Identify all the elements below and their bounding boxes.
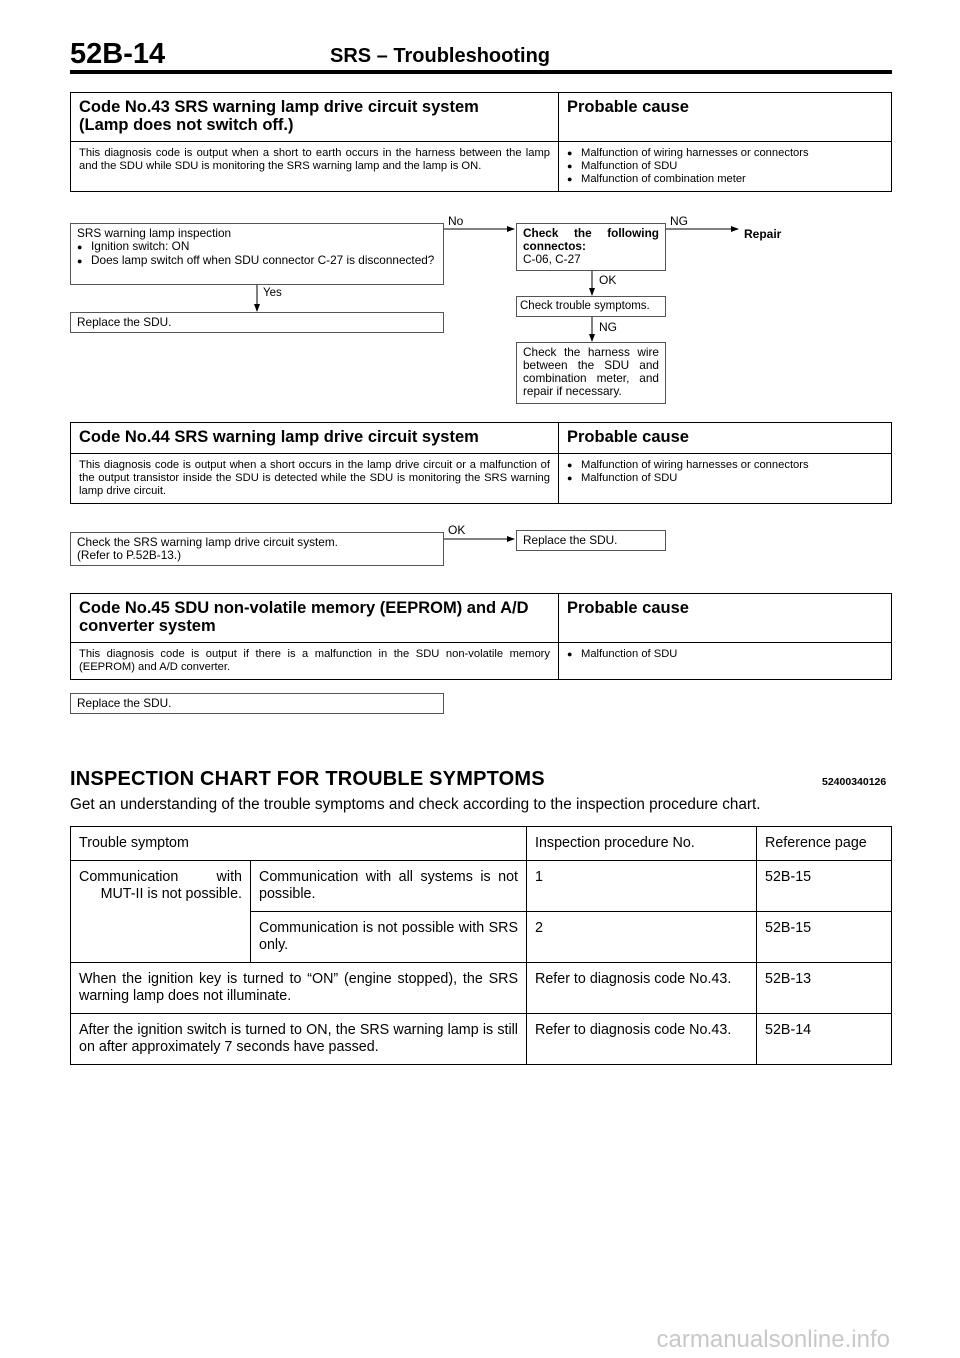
table-cell: Refer to diagnosis code No.43. bbox=[527, 963, 757, 1014]
cause-item: ● Malfunction of SDU bbox=[567, 648, 883, 661]
code-44-title: Code No.44 SRS warning lamp drive circuit system bbox=[71, 423, 559, 454]
replace-sdu-box-44: Replace the SDU. bbox=[516, 530, 666, 551]
lamp-inspection-box: SRS warning lamp inspection ● Ignition switch: ON ● Does lamp switch off when SDU connector C-27 is disconnected? bbox=[70, 223, 444, 285]
table-cell: 52B-15 bbox=[757, 861, 892, 912]
table-cell: When the ignition key is turned to “ON” (engine stopped), the SRS warning lamp does not illuminate. bbox=[71, 963, 527, 1014]
code-43-description: This diagnosis code is output when a short to earth occurs in the harness between the lamp and the SDU while SDU is monitoring the SRS warning lamp and the lamp is ON. bbox=[71, 142, 559, 192]
table-cell: Communication with all systems is not possible. bbox=[251, 861, 527, 912]
watermark: carmanualsonline.info bbox=[656, 1326, 890, 1353]
inspection-item: ● Ignition switch: ON bbox=[77, 240, 437, 254]
table-header: Trouble symptom bbox=[71, 827, 527, 861]
cause-item: ● Malfunction of wiring harnesses or connectors bbox=[567, 147, 883, 160]
table-cell: 52B-15 bbox=[757, 912, 892, 963]
table-cell: 52B-13 bbox=[757, 963, 892, 1014]
section-code: 52400340126 bbox=[822, 776, 887, 788]
mut-symptom-cell: Communication with MUT-II is not possible. bbox=[71, 861, 251, 963]
section-description: Get an understanding of the trouble symptoms and check according to the inspection procedure chart. bbox=[70, 796, 761, 813]
ok-label-44: OK bbox=[448, 523, 466, 537]
harness-check-box: Check the harness wire between the SDU and combination meter, and repair if necessary. bbox=[516, 342, 666, 404]
yes-label: Yes bbox=[263, 287, 282, 299]
check-drive-circuit-box: Check the SRS warning lamp drive circuit system. (Refer to P.52B-13.) bbox=[70, 532, 444, 566]
code-44-table bbox=[70, 422, 892, 504]
trouble-symptom-table bbox=[70, 826, 892, 1065]
table-row bbox=[71, 1014, 892, 1065]
code-44-cause-header: Probable cause bbox=[559, 423, 892, 454]
section-title: INSPECTION CHART FOR TROUBLE SYMPTOMS bbox=[70, 768, 545, 790]
code-45-table bbox=[70, 593, 892, 680]
no-label: No bbox=[448, 214, 464, 228]
page-number: 52B-14 bbox=[70, 38, 166, 70]
table-cell: After the ignition switch is turned to ON, the SRS warning lamp is still on after approximately 7 seconds have passed. bbox=[71, 1014, 527, 1065]
cause-item: ● Malfunction of combination meter bbox=[567, 173, 883, 186]
repair-label: Repair bbox=[744, 227, 782, 241]
code-45-cause-header: Probable cause bbox=[559, 594, 892, 643]
cause-item: ● Malfunction of wiring harnesses or connectors bbox=[567, 459, 883, 472]
table-cell: 52B-14 bbox=[757, 1014, 892, 1065]
inspection-item: ● Does lamp switch off when SDU connector C-27 is disconnected? bbox=[77, 254, 437, 268]
check-symptoms-box: Check trouble symptoms. bbox=[516, 296, 666, 317]
table-header: Inspection procedure No. bbox=[527, 827, 757, 861]
code-43-title: Code No.43 SRS warning lamp drive circuit system (Lamp does not switch off.) bbox=[71, 93, 559, 142]
table-cell: Communication is not possible with SRS only. bbox=[251, 912, 527, 963]
page-title: SRS – Troubleshooting bbox=[330, 45, 551, 67]
replace-sdu-box-45: Replace the SDU. bbox=[70, 693, 444, 714]
table-cell: 1 bbox=[527, 861, 757, 912]
table-row bbox=[71, 963, 892, 1014]
table-cell: Refer to diagnosis code No.43. bbox=[527, 1014, 757, 1065]
table-header: Reference page bbox=[757, 827, 892, 861]
ok-label: OK bbox=[599, 273, 617, 287]
code-45-title: Code No.45 SDU non-volatile memory (EEPROM) and A/D converter system bbox=[71, 594, 559, 643]
check-connectors-box: Check the following connectos: C-06, C-27 bbox=[516, 223, 666, 271]
code-44-causes bbox=[559, 454, 892, 504]
ng-label-2: NG bbox=[599, 320, 617, 334]
code-43-cause-header: Probable cause bbox=[559, 93, 892, 142]
cause-item: ● Malfunction of SDU bbox=[567, 472, 883, 485]
code-45-causes bbox=[559, 643, 892, 680]
cause-item: ● Malfunction of SDU bbox=[567, 160, 883, 173]
code-45-description: This diagnosis code is output if there is a malfunction in the SDU non-volatile memory (EEPROM) and A/D converter. bbox=[71, 643, 559, 680]
table-cell: 2 bbox=[527, 912, 757, 963]
ng-label: NG bbox=[670, 214, 688, 228]
replace-sdu-box-43: Replace the SDU. bbox=[70, 312, 444, 333]
table-row bbox=[71, 861, 892, 912]
code-44-description: This diagnosis code is output when a short occurs in the lamp drive circuit or a malfunction of the output transistor inside the SDU is detected while the SDU is monitoring the SRS warning lamp drive circuit. bbox=[71, 454, 559, 504]
table-header-row bbox=[71, 827, 892, 861]
